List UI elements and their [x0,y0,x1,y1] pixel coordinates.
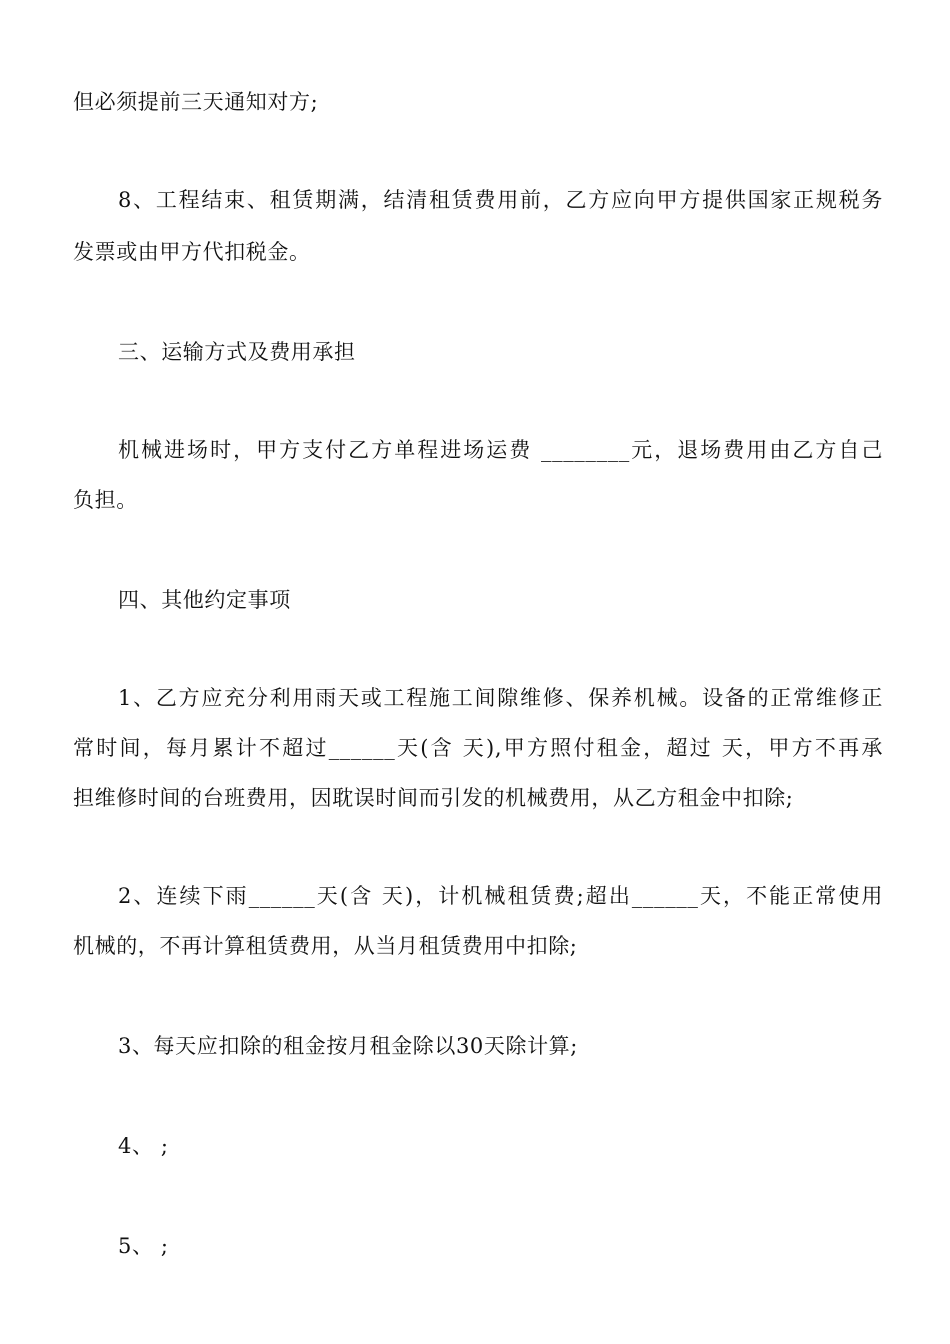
text-line-1: 但必须提前三天通知对方; [73,90,319,114]
item-2-line-1: 2、连续下雨______天(含 天)，计机械租赁费;超出______天，不能正常使用 [118,884,883,908]
clause-8-line-2: 发票或由甲方代扣税金。 [73,240,311,264]
item-2-line-2: 机械的，不再计算租赁费用，从当月租赁费用中扣除; [73,934,578,958]
section-3-heading: 三、运输方式及费用承担 [118,340,356,364]
clause-8-line-1: 8、工程结束、租赁期满，结清租赁费用前，乙方应向甲方提供国家正规税务 [118,188,883,212]
transport-line-1: 机械进场时，甲方支付乙方单程进场运费 ________元，退场费用由乙方自己 [118,438,883,462]
item-3-line: 3、每天应扣除的租金按月租金除以30天除计算; [118,1034,578,1058]
item-5-line: 5、 ; [118,1234,169,1258]
item-1-line-1: 1、乙方应充分利用雨天或工程施工间隙维修、保养机械。设备的正常维修正 [118,686,883,710]
item-1-line-2: 常时间，每月累计不超过______天(含 天),甲方照付租金，超过 天，甲方不再承 [73,736,883,760]
transport-line-2: 负担。 [73,488,138,512]
item-4-line: 4、 ; [118,1134,169,1158]
item-1-line-3: 担维修时间的台班费用，因耽误时间而引发的机械费用，从乙方租金中扣除; [73,786,794,810]
section-4-heading: 四、其他约定事项 [118,588,291,612]
